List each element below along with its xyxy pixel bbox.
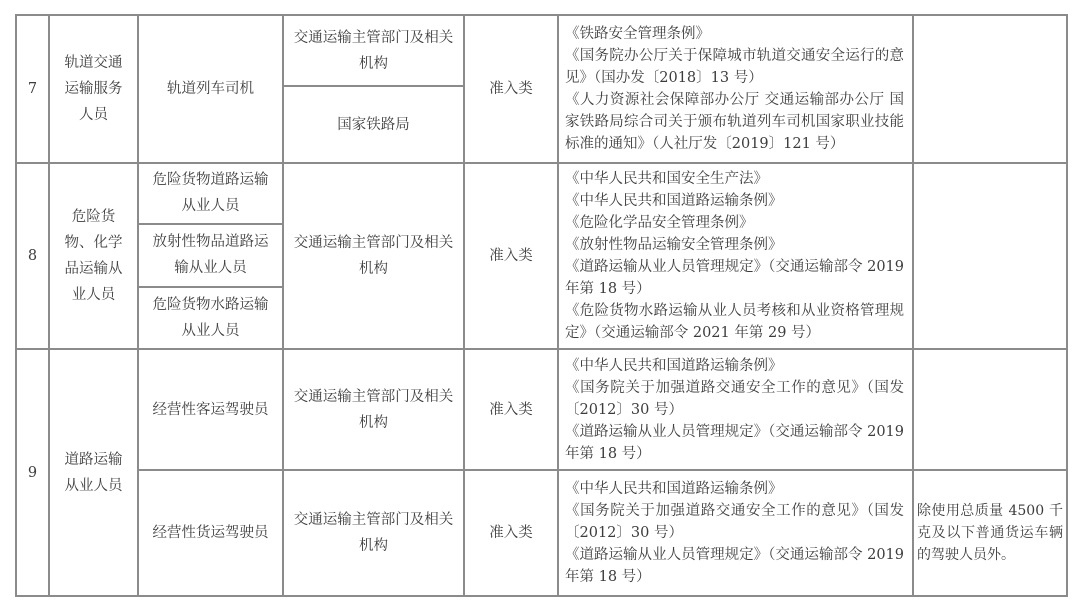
legal-basis-item: 《中华人民共和国安全生产法》 <box>565 171 768 187</box>
legal-basis-item: 《铁路安全管理条例》 <box>565 26 710 42</box>
legal-basis-item: 《道路运输从业人员管理规定》（交通运输部令 2019 年第 18 号） <box>565 547 904 585</box>
qualification-table <box>15 14 1068 597</box>
legal-basis-item: 《国务院关于加强道路交通安全工作的意见》（国发〔2012〕30 号） <box>565 379 904 418</box>
row-number: 8 <box>16 163 49 349</box>
legal-basis-cell <box>558 15 913 163</box>
legal-basis-item: 《危险化学品安全管理条例》 <box>565 215 754 231</box>
occupation-cell: 轨道列车司机 <box>138 15 283 163</box>
occupation-cell: 危险货物道路运输从业人员 <box>138 163 283 224</box>
occupation-cell: 经营性货运驾驶员 <box>138 470 283 596</box>
occupation-cell: 危险货物水路运输从业人员 <box>138 287 283 349</box>
table-row <box>16 349 1067 470</box>
legal-basis-cell <box>558 470 913 596</box>
admission-type-cell: 准入类 <box>464 15 558 163</box>
row-number: 9 <box>16 349 49 596</box>
remarks-note: 除使用总质量 4500 千克及以下普通货运车辆的驾驶人员外。 <box>917 503 1063 563</box>
legal-basis-item: 《中华人民共和国道路运输条例》 <box>565 357 783 374</box>
occupation-cell: 经营性客运驾驶员 <box>138 349 283 470</box>
legal-basis-item: 《道路运输从业人员管理规定》（交通运输部令 2019 年第 18 号） <box>565 259 904 297</box>
authority-cell: 交通运输主管部门及相关机构 <box>283 163 464 349</box>
category-cell: 轨道交通运输服务人员 <box>49 15 138 163</box>
legal-basis-item: 《国务院关于加强道路交通安全工作的意见》（国发〔2012〕30 号） <box>565 503 904 541</box>
legal-basis-item: 《放射性物品运输安全管理条例》 <box>565 237 783 253</box>
remarks-cell <box>913 15 1067 163</box>
authority-cell: 国家铁路局 <box>283 86 464 163</box>
legal-basis-item: 《人力资源社会保障部办公厅 交通运输部办公厅 国家铁路局综合司关于颁布轨道列车司机国家职业技能标准的通知》（人社厅发〔2019〕121 号） <box>565 92 904 152</box>
remarks-cell <box>913 470 1067 596</box>
occupation-cell: 放射性物品道路运输从业人员 <box>138 224 283 288</box>
admission-type-cell: 准入类 <box>464 163 558 349</box>
remarks-cell <box>913 349 1067 470</box>
authority-cell: 交通运输主管部门及相关机构 <box>283 470 464 596</box>
legal-basis-item: 《中华人民共和国道路运输条例》 <box>565 193 783 209</box>
table-row <box>16 470 1067 596</box>
legal-basis-item: 《道路运输从业人员管理规定》（交通运输部令 2019 年第 18 号） <box>565 423 904 462</box>
admission-type-cell: 准入类 <box>464 470 558 596</box>
authority-cell: 交通运输主管部门及相关机构 <box>283 15 464 86</box>
category-cell: 危险货物、化学品运输从业人员 <box>49 163 138 349</box>
legal-basis-item: 《国务院办公厅关于保障城市轨道交通安全运行的意见》（国办发〔2018〕13 号） <box>565 48 904 86</box>
row-number: 7 <box>16 15 49 163</box>
remarks-cell <box>913 163 1067 349</box>
table-row <box>16 163 1067 224</box>
legal-basis-item: 《危险货物水路运输从业人员考核和从业资格管理规定》（交通运输部令 2021 年第 29 号） <box>565 303 904 341</box>
table-row <box>16 15 1067 86</box>
legal-basis-cell <box>558 349 913 470</box>
admission-type-cell: 准入类 <box>464 349 558 470</box>
legal-basis-cell <box>558 163 913 349</box>
category-cell: 道路运输从业人员 <box>49 349 138 596</box>
authority-cell: 交通运输主管部门及相关机构 <box>283 349 464 470</box>
legal-basis-item: 《中华人民共和国道路运输条例》 <box>565 481 783 497</box>
